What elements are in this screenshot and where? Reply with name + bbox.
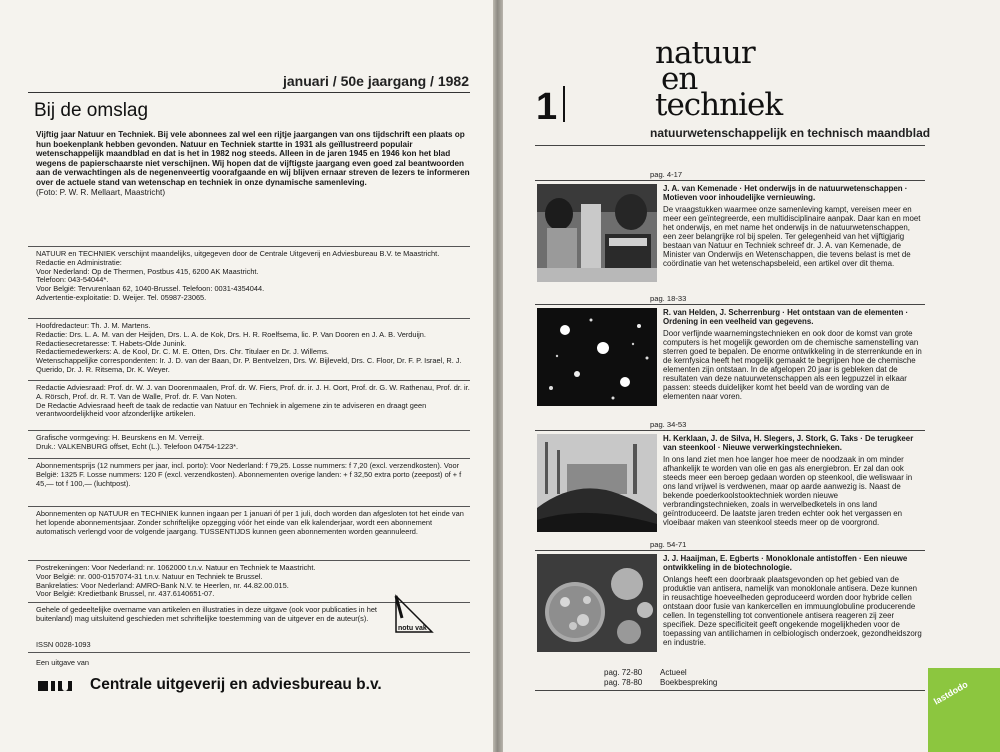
article-summary: Door verfijnde waarnemingstechnieken en ook door de komst van grote computers is het mogelijk geworden om de chemische samenstelling van sterren goed te bepalen. De enorme ontwikkeling in de sterrenkunde en in de kernfysica heeft het mogelijk gemaakt te begrijpen hoe de chemische elementen zijn ontstaan. In de afgelopen 20 jaar is gebleken dat de resultaten van deze natuurwetenschappen als een legpuzzel in elkaar passen: steeds duidelijker komt het beeld van de wording van de elementen naar voren. bbox=[663, 329, 922, 401]
subscriptions-text: Abonnementen op NATUUR en TECHNIEK kunnen ingaan per 1 januari óf per 1 juli, doch worden dan afgesloten tot het einde van het lopende abonnementsjaar. Zonder schriftelijke opzegging vóór het einde van elk kalenderjaar, wordt een abonnement automatisch verlengd voor de volgende jaargang. TUSSENTIJDS kunnen geen abonnementen worden geannuleerd. bbox=[36, 509, 464, 536]
notuvak-logo-text: notu vak bbox=[398, 625, 427, 632]
article-photo-students bbox=[537, 184, 657, 282]
editors-line: Wetenschappelijke correspondenten: Ir. J. D. van der Baan, Dr. P. Bentvelzen, Drs. W. Bijleveld, Drs. C. Floor, Dr. F. P. Israel, R. J. Querido, Dr. J. R. Ritsema, Dr. K. Weyer. bbox=[36, 356, 462, 374]
article-heading: J. A. van Kemenade · Het onderwijs in de natuurwetenschappen · Motieven voor inhoudelijke vernieuwing. bbox=[663, 184, 908, 202]
misc-sections bbox=[604, 668, 717, 688]
watermark-text: lastdodo bbox=[932, 679, 970, 707]
divider bbox=[535, 430, 925, 431]
colophon-line: Telefoon: 043-54044*. bbox=[36, 275, 109, 285]
advisory-line: De Redactie Adviesraad heeft de taak de redactie van Natuur en Techniek in algemene zin te adviseren en draagt geen verantwoordelijkheid voor afzonderlijke artikelen. bbox=[36, 400, 427, 419]
bank-line: Voor België: Kredietbank Brussel, nr. 437.6140651-07. bbox=[36, 589, 215, 599]
publisher-logo-icon bbox=[36, 678, 84, 699]
cover-section-title: Bij de omslag bbox=[34, 100, 149, 121]
bank-line: Postrekeningen: Voor Nederland: nr. 1062000 t.n.v. Natuur en Techniek te Maastricht. bbox=[36, 563, 316, 572]
advisory-block bbox=[36, 384, 470, 419]
editors-line: Redactiemedewerkers: A. de Kool, Dr. C. M. E. Otten, Drs. Chr. Titulaer en Dr. J. Willems. bbox=[36, 347, 329, 357]
article-photo-starfield bbox=[537, 308, 657, 406]
article-heading: H. Kerklaan, J. de Silva, H. Slegers, J. Stork, G. Taks · De terugkeer van steenkool · Nieuwe verwerkingstechnieken. bbox=[663, 434, 914, 452]
bank-line: Voor België: nr. 000-0157074-31 t.n.v. Natuur en Techniek te Brussel. bbox=[36, 571, 263, 581]
colophon-line: Redactie en Administratie: bbox=[36, 257, 122, 267]
issn: ISSN 0028-1093 bbox=[36, 640, 91, 649]
colophon-line: Voor België: Tervurenlaan 62, 1040-Brussel. Telefoon: 0031-4354044. bbox=[36, 284, 265, 294]
issue-number: 1 bbox=[536, 86, 558, 128]
prices-block bbox=[36, 462, 470, 488]
misc-label: Boekbespreking bbox=[660, 678, 718, 687]
magazine-title-line: techniek bbox=[655, 87, 783, 123]
magazine-title bbox=[655, 35, 783, 123]
divider bbox=[535, 180, 925, 181]
misc-row bbox=[604, 678, 717, 688]
advisory-line: Redactie Adviesraad: Prof. dr. W. J. van Doorenmaalen, Prof. dr. W. Fiers, Prof. dr. ir. J. H. Oort, Prof. dr. G. W. Rathenau, Prof. dr. ir. A. Rörsch, Prof. dr. R. T. Van de Walle, Prof. dr. F. Van Noten. bbox=[36, 383, 470, 401]
misc-pages: pag. 72-80 bbox=[604, 668, 643, 677]
magazine-title-line: en bbox=[661, 61, 698, 97]
misc-pages: pag. 78-80 bbox=[604, 678, 643, 687]
colophon-line: Voor Nederland: Op de Thermen, Postbus 415, 6200 AK Maastricht. bbox=[36, 266, 259, 276]
misc-row bbox=[604, 668, 717, 678]
divider bbox=[28, 560, 470, 561]
book-gutter bbox=[493, 0, 503, 752]
article-heading: J. J. Haaijman, E. Egberts · Monoklonale antistoffen · Een nieuwe ontwikkeling in de biotechnologie. bbox=[663, 554, 908, 572]
divider bbox=[28, 380, 470, 381]
divider bbox=[28, 92, 470, 93]
notuvak-logo-icon bbox=[392, 592, 436, 636]
article-photo-coal-plant bbox=[537, 434, 657, 532]
issue-number-bar bbox=[563, 86, 565, 122]
bank-line: Bankrelaties: Voor Nederland: AMRO-Bank N.V. te Heerlen, nr. 44.82.00.015. bbox=[36, 580, 289, 590]
divider bbox=[28, 318, 470, 319]
divider bbox=[28, 430, 470, 431]
publisher-intro: Een uitgave van bbox=[36, 658, 90, 667]
copyright-text: Gehele of gedeeltelijke overname van artikelen en illustraties in deze uitgave (ook voor publicaties in het buitenland) mag uitsluitend geschieden met schriftelijke toestemming van de uitgever en de auteur(s). bbox=[36, 605, 377, 623]
article-pages: pag. 18-33 bbox=[650, 294, 687, 303]
article-pages: pag. 54-71 bbox=[650, 540, 687, 549]
design-block bbox=[36, 434, 470, 452]
article-summary: De vraagstukken waarmee onze samenleving kampt, vereisen meer en meer een geïntegreerde, een multidisciplinaire aanpak. Daar kan en moet het onderwijs, en met name het onderwijs in de natuurwetenschappen, een zeer belangrijke rol bij spelen. Ter gelegenheid van het vijftigjarig bestaan van Natuur en Techniek schreef dr. J. A. van Kemenade, de Minister van Onderwijs en Wetenschappen, die tevens belast is met de coördinatie van het wetenschapsbeleid, een artikel over dit thema. bbox=[663, 205, 921, 268]
design-line: Grafische vormgeving: H. Beurskens en M. Verreijt. bbox=[36, 433, 204, 442]
misc-label: Actueel bbox=[660, 668, 687, 677]
publisher-name: Centrale uitgeverij en adviesbureau b.v. bbox=[90, 676, 382, 693]
article-pages: pag. 4-17 bbox=[650, 170, 683, 179]
article-heading: R. van Helden, J. Scherrenburg · Het ontstaan van de elementen · Ordening in een veelheid van gegevens. bbox=[663, 308, 909, 326]
editors-block bbox=[36, 322, 470, 375]
article-photo-cells bbox=[537, 554, 657, 652]
colophon-block bbox=[36, 250, 470, 303]
magazine-title-line: natuur bbox=[655, 35, 755, 71]
cover-photo-credit: (Foto: P. W. R. Mellaart, Maastricht) bbox=[36, 187, 166, 197]
divider bbox=[28, 458, 470, 459]
divider bbox=[535, 550, 925, 551]
article-summary: In ons land ziet men hoe langer hoe meer de noodzaak in om minder afhankelijk te worden van olie en gas als energiebron. Er zal dan ook steeds meer een beroep gedaan worden op steenkool, die weliswaar in ons land vrijwel is verdwenen, maar op aarde aanwezig is. Naast de bekende poederkoolstooktechniek worden nieuwe verbrandingstechnieken, zoals in wervelbedketels in ons land geïntroduceerd. De laatste jaren treden echter ook het vergassen en vloeibaar maken van steenkool steeds meer op de voorgrond. bbox=[663, 455, 913, 527]
notuvak-logo bbox=[392, 592, 436, 636]
divider bbox=[28, 506, 470, 507]
divider bbox=[28, 246, 470, 247]
design-line: Druk.: VALKENBURG offset, Echt (L.). Telefoon 04754-1223*. bbox=[36, 441, 239, 451]
divider bbox=[535, 145, 925, 146]
copyright-block bbox=[36, 606, 382, 624]
cover-text: Vijftig jaar Natuur en Techniek. Bij vele abonnees zal wel een rijtje jaargangen van ons tijdschrift een plaats op hun boekenplank hebben gevonden. Natuur en Techniek startte in 1931 als geïllustreerd populair wetenschappelijk maandblad en dat is het in 1982 nog steeds. Alleen in de jaren 1945 en 1946 kon het blad wegens de papierschaarste niet verschijnen. Wij hopen dat de vijftigste jaargang even goed zal beantwoorden aan de verwachtingen als de negenenveertig voorafgaande en wij blijven ernaar streven de lezers te informeren over de actuele stand van wetenschap en techniek in onze dynamische samenleving. bbox=[36, 130, 470, 187]
subscriptions-block bbox=[36, 510, 470, 536]
left-page bbox=[0, 0, 493, 752]
article-summary: Onlangs heeft een doorbraak plaatsgevonden op het gebied van de produktie van antisera, namelijk van monoklonale antisera. Deze kunnen in reusachtige hoeveelheden geproduceerd worden door hybride cellen ontstaan door fusie van kankercellen en immuunglobuline producerende cellen. In tegenstelling tot conventionele antisera reageren zij zeer specifiek. Deze specificiteit geeft ongekende mogelijkheden voor de toepassing van antilichamen in celbiologisch onderzoek, gezondheidszorg en industrie. bbox=[663, 575, 922, 647]
colophon-line: NATUUR en TECHNIEK verschijnt maandelijks, uitgegeven door de Centrale Uitgeverij en Adviesbureau B.V. te Maastricht. bbox=[36, 249, 440, 258]
issue-date-line: januari / 50e jaargang / 1982 bbox=[283, 73, 469, 89]
editors-line: Hoofdredacteur: Th. J. M. Martens. bbox=[36, 321, 151, 330]
magazine-subtitle: natuurwetenschappelijk en technisch maandblad bbox=[650, 126, 931, 140]
cover-description bbox=[36, 130, 470, 197]
article-pages: pag. 34-53 bbox=[650, 420, 687, 429]
divider bbox=[28, 652, 470, 653]
editors-line: Redactie: Drs. L. A. M. van der Heijden, Drs. L. A. de Kok, Drs. H. R. Roelfsema, lic. P. Van Dooren en J. A. B. Verduijn. Redactiesecretaresse: T. Habets-Olde Junink. bbox=[36, 329, 426, 348]
divider bbox=[535, 304, 925, 305]
colophon-line: Advertentie-exploitatie: D. Weijer. Tel. 05987-23065. bbox=[36, 292, 207, 302]
divider bbox=[535, 690, 925, 691]
prices-text: Abonnementsprijs (12 nummers per jaar, incl. porto): Voor Nederland: f 79,25. Losse nummers: f 7,20 (excl. verzendkosten). Voor België: 1325 F. Losse nummers: 120 F (excl. verzendkosten). Abonnementen overige landen: + f 32,50 extra porto (zeepost) of + f 45,— tot f 100,— (luchtpost). bbox=[36, 461, 462, 488]
watermark-badge bbox=[928, 668, 1000, 752]
